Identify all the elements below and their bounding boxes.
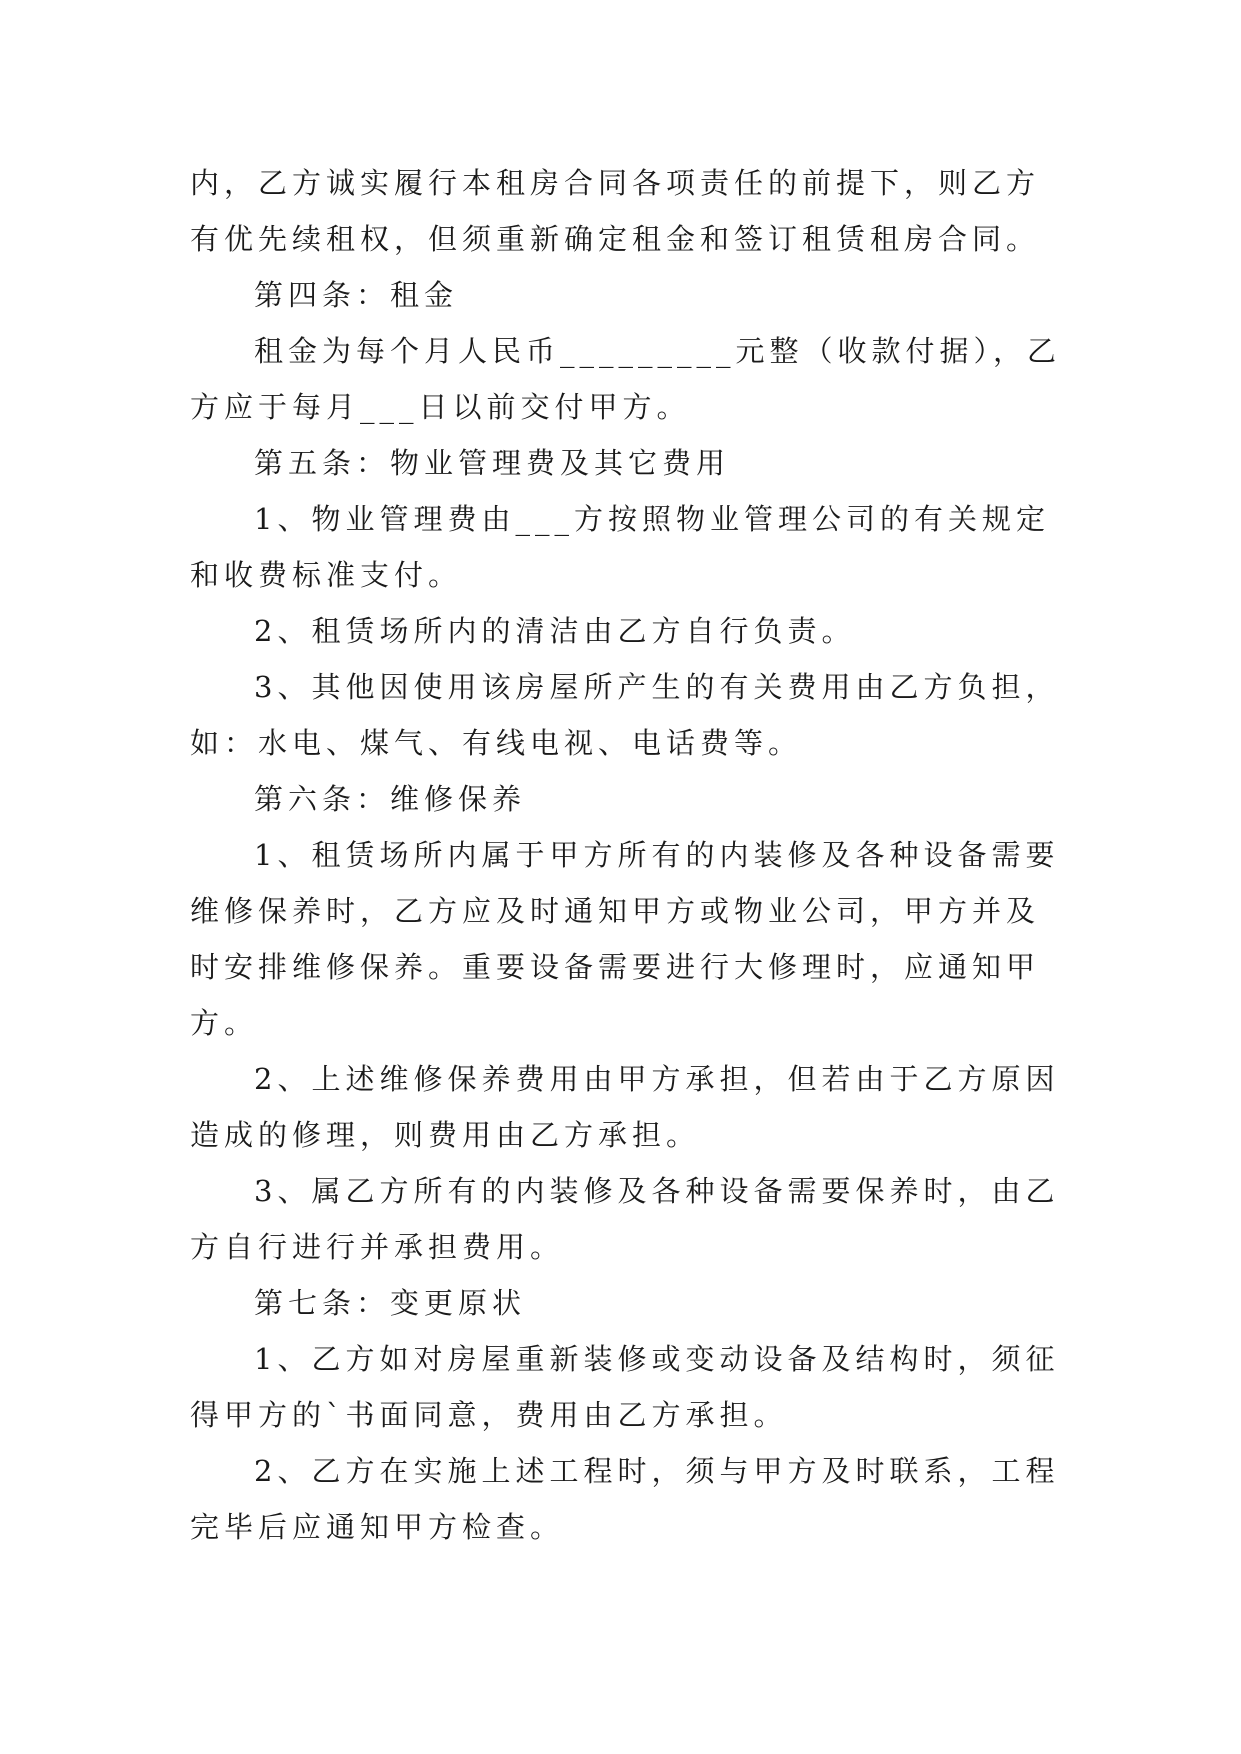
article-7-heading: 第七条：变更原状 <box>254 1286 527 1320</box>
article-4-heading: 第四条：租金 <box>254 278 459 312</box>
paragraph-continuation: 内，乙方诚实履行本租房合同各项责任的前提下，则乙方有优先续租权，但须重新确定租金和签订租赁租房合同。 <box>190 166 1041 256</box>
article-6-heading: 第六条：维修保养 <box>254 782 527 816</box>
article-5-heading: 第五条：物业管理费及其它费用 <box>254 446 731 480</box>
article-7-item-1: 1、乙方如对房屋重新装修或变动设备及结构时，须征得甲方的`书面同意，费用由乙方承担。 <box>190 1342 1060 1432</box>
article-4-rent-clause: 租金为每个月人民币_________元整（收款付据），乙方应于每月___日以前交付甲方。 <box>190 334 1062 424</box>
article-6-item-2: 2、上述维修保养费用由甲方承担，但若由于乙方原因造成的修理，则费用由乙方承担。 <box>190 1062 1060 1152</box>
article-6-item-1: 1、租赁场所内属于甲方所有的内装修及各种设备需要维修保养时，乙方应及时通知甲方或物业公司，甲方并及时安排维修保养。重要设备需要进行大修理时，应通知甲方。 <box>190 838 1060 1040</box>
article-6-item-3: 3、属乙方所有的内装修及各种设备需要保养时，由乙方自行进行并承担费用。 <box>190 1174 1060 1264</box>
article-5-item-1: 1、物业管理费由___方按照物业管理公司的有关规定和收费标准支付。 <box>190 502 1050 592</box>
article-5-item-2: 2、租赁场所内的清洁由乙方自行负责。 <box>254 614 856 648</box>
article-7-item-2: 2、乙方在实施上述工程时，须与甲方及时联系，工程完毕后应通知甲方检查。 <box>190 1454 1060 1544</box>
article-5-item-3: 3、其他因使用该房屋所产生的有关费用由乙方负担，如：水电、煤气、有线电视、电话费等。 <box>190 670 1060 760</box>
document-body <box>190 155 1070 1555</box>
